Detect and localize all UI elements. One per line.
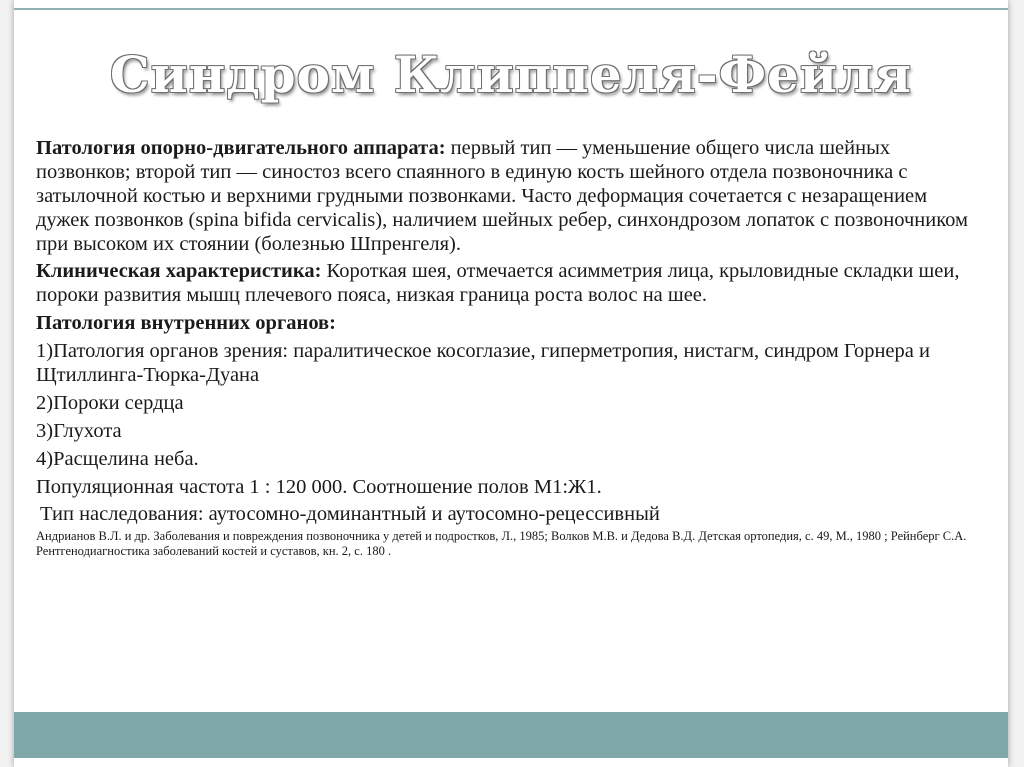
slide bbox=[14, 0, 1008, 767]
inheritance-type: Тип наследования: аутосомно-доминантный и аутосомно-рецессивный bbox=[40, 503, 660, 525]
paragraph-heading: Клиническая характеристика: bbox=[36, 260, 322, 282]
slide-title: Синдром Клиппеля-Фейля bbox=[109, 45, 913, 104]
paragraph-text: первый тип — уменьшение общего числа шейных позвонков; второй тип — синостоз всего спаянного в единую кость шейного отдела позвоночника с затылочной костью и верхними грудными позвонками. Часто деформация сочетается с незаращением дужек позвонков (spina bifida cervicalis), наличием шейных ребер, синхондрозом лопаток с позвоночником при высоком их стоянии (болезнью Шпренгеля). bbox=[36, 137, 968, 255]
paragraph-text: Короткая шея, отмечается асимметрия лица, крыловидные складки шеи, пороки развития мышц плечевого пояса, низкая граница роста волос на шее. bbox=[36, 260, 960, 306]
list-item: 2)Пороки сердца bbox=[36, 392, 184, 414]
list-item: 4)Расщелина неба. bbox=[36, 448, 199, 470]
list-item: 3)Глухота bbox=[36, 420, 122, 442]
list-item: 1)Патология органов зрения: паралитическое косоглазие, гиперметропия, нистагм, синдром Горнера и Щтиллинга-Тюрка-Дуана bbox=[36, 340, 930, 386]
paragraph-heading: Патология опорно-двигательного аппарата: bbox=[36, 137, 446, 159]
paragraph-musculoskeletal bbox=[36, 136, 976, 256]
top-divider-line bbox=[14, 8, 1008, 10]
bottom-bar bbox=[14, 712, 1008, 758]
paragraph-clinical bbox=[36, 259, 976, 307]
references: Андрианов В.Л. и др. Заболевания и повреждения позвоночника у детей и подростков, Л., 1985; Волков М.В. и Дедова В.Д. Детская ортопедия, с. 49, М., 1980 ; Рейнберг С.А. Рентгенодиагностика заболеваний костей и суставов, кн. 2, с. 180 . bbox=[36, 529, 967, 558]
paragraph-heading: Патология внутренних органов: bbox=[36, 312, 336, 334]
paragraph-internal-organs bbox=[36, 311, 976, 335]
slide-content bbox=[36, 136, 976, 559]
population-frequency: Популяционная частота 1 : 120 000. Соотношение полов М1:Ж1. bbox=[36, 476, 602, 498]
